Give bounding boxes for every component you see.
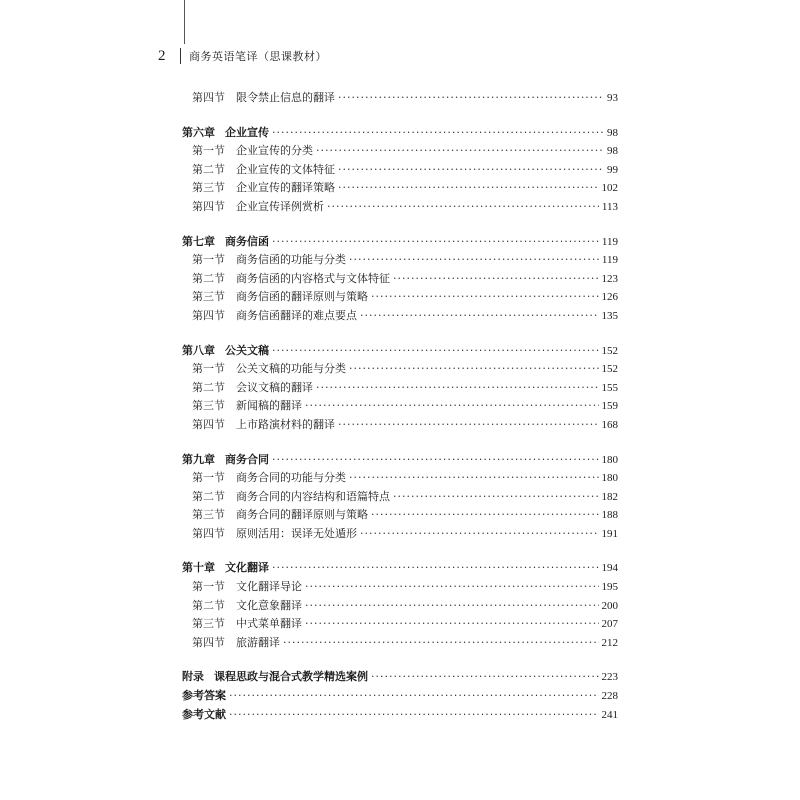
toc-entry-title: 企业宣传的文体特征 [236, 162, 335, 176]
toc-section-entry[interactable] [182, 142, 618, 161]
toc-entry-number: 附录 [182, 670, 204, 684]
toc-spacer [182, 435, 618, 451]
toc-page-number: 168 [601, 418, 618, 431]
toc-entry-title: 商务合同的功能与分类 [236, 471, 346, 485]
toc-entry-title: 新闻稿的翻译 [236, 399, 302, 413]
toc-leader-dots [327, 200, 599, 213]
toc-leader-dots [349, 471, 599, 484]
toc-page-number: 113 [601, 200, 618, 213]
toc-entry-label [192, 416, 335, 432]
toc-entry-number: 第三节 [192, 181, 225, 195]
toc-page-number: 180 [601, 453, 618, 466]
toc-entry-number: 第三节 [192, 508, 225, 522]
toc-entry-title: 企业宣传的分类 [236, 144, 313, 158]
toc-section-entry[interactable] [182, 307, 618, 326]
toc-chapter-entry[interactable] [182, 687, 618, 706]
toc-page-number: 135 [601, 309, 618, 322]
toc-leader-dots [305, 580, 599, 593]
toc-entry-label [182, 559, 269, 575]
toc-entry-title: 会议文稿的翻译 [236, 380, 313, 394]
toc-entry-number: 第七章 [182, 234, 215, 248]
toc-entry-title: 企业宣传 [225, 125, 269, 139]
toc-entry-title: 中式菜单翻译 [236, 617, 302, 631]
toc-spacer [182, 652, 618, 668]
toc-leader-dots [338, 418, 599, 431]
toc-leader-dots [305, 399, 599, 412]
toc-page-number: 126 [601, 291, 618, 304]
toc-entry-label [192, 179, 335, 195]
toc-leader-dots [338, 91, 604, 104]
running-header [158, 46, 327, 66]
header-divider [180, 48, 181, 64]
toc-entry-number: 第二节 [192, 489, 225, 503]
page-number: 2 [158, 47, 166, 64]
toc-page-number: 228 [601, 690, 618, 703]
toc-entry-number: 第一节 [192, 362, 225, 376]
toc-chapter-entry[interactable] [182, 451, 618, 470]
toc-entry-label [192, 288, 368, 304]
toc-entry-label [182, 342, 269, 358]
toc-entry-label [192, 360, 346, 376]
toc-entry-title: 商务信函的功能与分类 [236, 253, 346, 267]
toc-entry-number: 第四节 [192, 417, 225, 431]
toc-section-entry[interactable] [182, 161, 618, 180]
toc-entry-number: 第一节 [192, 144, 225, 158]
toc-section-entry[interactable] [182, 578, 618, 597]
toc-page-number: 152 [601, 344, 618, 357]
toc-entry-number: 第八章 [182, 343, 215, 357]
toc-entry-number: 第四节 [192, 308, 225, 322]
toc-entry-number: 第三节 [192, 290, 225, 304]
toc-leader-dots [272, 126, 604, 139]
toc-entry-label [182, 233, 269, 249]
toc-entry-title: 商务信函的内容格式与文体特征 [236, 271, 390, 285]
toc-page-number: 119 [601, 254, 618, 267]
toc-leader-dots [316, 381, 599, 394]
toc-page-number: 123 [601, 272, 618, 285]
toc-page-number: 98 [607, 145, 618, 158]
toc-entry-label [192, 198, 324, 214]
toc-entry-title: 参考文献 [182, 707, 226, 721]
toc-chapter-entry[interactable] [182, 559, 618, 578]
toc-entry-number: 第一节 [192, 471, 225, 485]
toc-section-entry[interactable] [182, 397, 618, 416]
toc-entry-number: 第四节 [192, 91, 225, 104]
toc-entry-title: 商务合同的内容结构和语篇特点 [236, 489, 390, 503]
toc-page-number: 102 [601, 182, 618, 195]
toc-entry-title: 文化翻译 [225, 561, 269, 575]
toc-entry-number: 第四节 [192, 635, 225, 649]
toc-page-number: 180 [601, 472, 618, 485]
toc-leader-dots [371, 670, 599, 683]
toc-section-entry[interactable] [182, 198, 618, 217]
toc-leader-dots [360, 527, 599, 540]
toc-entry-number: 第三节 [192, 399, 225, 413]
toc-section-entry[interactable] [182, 288, 618, 307]
toc-entry-number: 第十章 [182, 561, 215, 575]
toc-leader-dots [360, 309, 599, 322]
toc-page-number: 241 [601, 708, 618, 721]
toc-leader-dots [349, 253, 599, 266]
toc-entry-label [192, 251, 346, 267]
toc-entry-title: 公关文稿的功能与分类 [236, 362, 346, 376]
toc-chapter-entry[interactable] [182, 342, 618, 361]
toc-leader-dots [338, 181, 599, 194]
toc-leader-dots [316, 144, 604, 157]
toc-entry-label [192, 525, 357, 541]
toc-section-entry[interactable] [182, 506, 618, 525]
toc-entry-label [192, 379, 313, 395]
toc-section-entry[interactable] [182, 251, 618, 270]
toc-leader-dots [371, 508, 599, 521]
toc-section-entry[interactable] [182, 379, 618, 398]
toc-spacer [182, 326, 618, 342]
toc-page-number: 155 [601, 381, 618, 394]
toc-leader-dots [283, 636, 599, 649]
toc-section-entry[interactable] [182, 634, 618, 653]
toc-entry-title: 商务信函的翻译原则与策略 [236, 290, 368, 304]
toc-entry-number: 第四节 [192, 199, 225, 213]
toc-entry-label [192, 307, 357, 323]
toc-leader-dots [229, 708, 599, 721]
toc-page-number: 207 [601, 618, 618, 631]
toc-entry-label [192, 634, 280, 650]
toc-entry-label [182, 124, 269, 140]
toc-leader-dots [272, 344, 599, 357]
toc-entry-title: 商务信函翻译的难点要点 [236, 308, 357, 322]
toc-entry-title: 商务合同的翻译原则与策略 [236, 508, 368, 522]
toc-entry-number: 第一节 [192, 580, 225, 594]
toc-entry-number: 第一节 [192, 253, 225, 267]
toc-entry-label [192, 161, 335, 177]
toc-entry-label [182, 668, 368, 684]
toc-page-number: 182 [601, 490, 618, 503]
toc-spacer [182, 217, 618, 233]
toc-entry-label [192, 397, 302, 413]
toc-leader-dots [393, 490, 599, 503]
toc-entry-label [192, 270, 390, 286]
toc-entry-title: 文化意象翻译 [236, 598, 302, 612]
toc-section-entry[interactable] [182, 469, 618, 488]
toc-chapter-entry[interactable] [182, 668, 618, 687]
toc-entry-number: 第二节 [192, 380, 225, 394]
toc-section-entry[interactable] [182, 416, 618, 435]
toc-page-number: 152 [601, 363, 618, 376]
toc-entry-number: 第二节 [192, 598, 225, 612]
toc-entry-label [192, 615, 302, 631]
toc-entry-title: 原则活用：误译无处遁形 [236, 526, 357, 540]
toc-entry-title: 商务合同 [225, 452, 269, 466]
toc-section-entry[interactable] [182, 179, 618, 198]
toc-entry-number: 第九章 [182, 452, 215, 466]
toc-leader-dots [272, 235, 599, 248]
toc-entry-title: 旅游翻译 [236, 635, 280, 649]
toc-leader-dots [305, 599, 599, 612]
toc-entry-number: 第四节 [192, 526, 225, 540]
toc-entry-label [192, 142, 313, 158]
toc-section-entry[interactable] [182, 488, 618, 507]
toc-page-number: 195 [601, 581, 618, 594]
toc-page-number: 188 [601, 509, 618, 522]
toc-section-entry[interactable] [182, 360, 618, 379]
toc-section-entry[interactable] [182, 89, 618, 108]
toc-page-number: 93 [607, 92, 618, 104]
toc-page-number: 200 [601, 599, 618, 612]
toc-spacer [182, 108, 618, 124]
toc-leader-dots [305, 617, 599, 630]
toc-chapter-entry[interactable] [182, 124, 618, 143]
toc-page-number: 194 [601, 562, 618, 575]
toc-page-number: 119 [601, 235, 618, 248]
toc-entry-label [192, 506, 368, 522]
toc-chapter-entry[interactable] [182, 233, 618, 252]
toc-entry-label [192, 597, 302, 613]
toc-spacer [182, 543, 618, 559]
toc-entry-title: 文化翻译导论 [236, 580, 302, 594]
toc-entry-label [192, 469, 346, 485]
toc-entry-label [192, 488, 390, 504]
toc-page-number: 159 [601, 400, 618, 413]
toc-entry-number: 第三节 [192, 617, 225, 631]
toc-entry-title: 企业宣传译例赏析 [236, 199, 324, 213]
toc-leader-dots [349, 362, 599, 375]
toc-entry-label [192, 89, 335, 105]
toc-leader-dots [393, 272, 599, 285]
toc-entry-number: 第二节 [192, 271, 225, 285]
toc-entry-title: 限令禁止信息的翻译 [236, 91, 335, 104]
toc-page-number: 191 [601, 527, 618, 540]
toc-entry-number: 第二节 [192, 162, 225, 176]
header-vertical-rule [184, 0, 185, 44]
toc-entry-label [182, 706, 226, 722]
toc-section-entry[interactable] [182, 597, 618, 616]
toc-leader-dots [371, 290, 599, 303]
toc-entry-number: 第六章 [182, 125, 215, 139]
toc-section-entry[interactable] [182, 270, 618, 289]
table-of-contents [182, 89, 618, 724]
toc-page-number: 212 [601, 636, 618, 649]
toc-entry-title: 参考答案 [182, 689, 226, 703]
toc-page-number: 99 [607, 163, 618, 176]
toc-leader-dots [229, 689, 599, 702]
toc-page-number: 98 [607, 126, 618, 139]
toc-section-entry[interactable] [182, 525, 618, 544]
toc-entry-label [192, 578, 302, 594]
toc-leader-dots [272, 561, 599, 574]
toc-entry-title: 商务信函 [225, 234, 269, 248]
toc-page-number: 223 [601, 671, 618, 684]
toc-entry-title: 上市路演材料的翻译 [236, 417, 335, 431]
toc-entry-title: 课程思政与混合式教学精选案例 [214, 670, 368, 684]
toc-entry-title: 公关文稿 [225, 343, 269, 357]
toc-leader-dots [272, 453, 599, 466]
book-title: 商务英语笔译（思课教材） [189, 50, 327, 63]
toc-chapter-entry[interactable] [182, 706, 618, 725]
toc-section-entry[interactable] [182, 615, 618, 634]
toc-entry-label [182, 687, 226, 703]
toc-entry-label [182, 451, 269, 467]
toc-entry-title: 企业宣传的翻译策略 [236, 181, 335, 195]
toc-leader-dots [338, 163, 604, 176]
